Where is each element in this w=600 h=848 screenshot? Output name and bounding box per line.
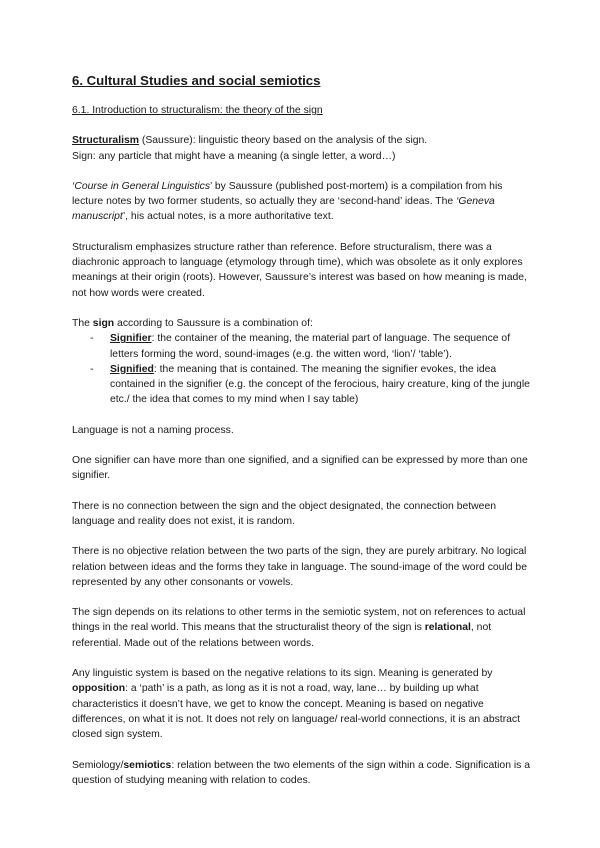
paragraph-structuralism	[72, 133, 532, 164]
manuscript-title: Geneva manuscript	[72, 196, 495, 223]
subsection-title: 6.1. Introduction to structuralism: the theory of the sign	[72, 105, 323, 116]
paragraph-sign-intro: The sign according to Saussure is a combination of:	[72, 317, 313, 329]
term-sign: sign	[92, 317, 115, 329]
term-structuralism: Structuralism	[72, 135, 139, 147]
structuralism-definition: (Saussure): linguistic theory based on the analysis of the sign.	[138, 135, 428, 147]
sign-definition: Sign: any particle that might have a meaning (a single letter, a word…)	[72, 150, 396, 162]
term-semiotics: semiotics	[123, 759, 172, 771]
list-item-signifier: - Signifier: the container of the meaning, the material part of language. The sequence of letters forming the word, sound-images (e.g. the witten word, ‘lion’/ ‘table’).	[72, 331, 532, 362]
paragraph-diachronic: Structuralism emphasizes structure rather than reference. Before structuralism, there was a diachronic approach to language (etymology through time), which was obsolete as it only explores meanings at their origin (roots). However, Saussure’s interest was based on how meaning is made, not how words were created.	[72, 241, 527, 299]
paragraph-connection: There is no connection between the sign and the object designated, the connection between language and reality does not exist, it is random.	[72, 500, 497, 527]
paragraph-relational: The sign depends on its relations to other terms in the semiotic system, not on references to actual things in the real world. This means that the structuralist theory of the sign is relational, not referential. Made out of the relations between words.	[72, 607, 526, 649]
paragraph-opposition: Any linguistic system is based on the negative relations to its sign. Meaning is generated by opposition: a ‘path’ is a path, as long as it is not a road, way, lane… by building up what characteristics it doesn’t have, we get to know the concept. Meaning is based on negative differences, on what it is not. It does not rely on language/ real-world connections, it is an abstract closed sign system.	[72, 668, 521, 741]
term-relational: relational	[424, 622, 471, 634]
term-signifier: Signifier	[110, 333, 152, 345]
document-page	[72, 72, 532, 803]
paragraph-naming: Language is not a naming process.	[72, 424, 234, 436]
section-title: 6. Cultural Studies and social semiotics	[72, 73, 321, 88]
term-signified: Signified	[110, 363, 154, 375]
paragraph-arbitrary: There is no objective relation between the two parts of the sign, they are purely arbitrary. No logical relation between ideas and the forms they take in language. The sound-image of the word could be represented by any other consonants or vowels.	[72, 546, 527, 588]
term-opposition: opposition	[72, 683, 126, 695]
paragraph-course: ‘Course in General Linguistics’ by Saussure (published post-mortem) is a compilation from his lecture notes by two former students, so actually they are ‘second-hand’ ideas. The ‘Geneva manuscript’, his actual notes, is a more authoritative text.	[72, 180, 503, 223]
paragraph-signifier-signified: One signifier can have more than one signified, and a signified can be expressed by more than one signifier.	[72, 455, 528, 482]
sign-components-list	[72, 331, 532, 407]
book-title: Course in General Linguistics	[74, 180, 211, 192]
paragraph-semiotics: Semiology/semiotics: relation between the two elements of the sign within a code. Signification is a question of studying meaning with relation to codes.	[72, 759, 531, 786]
list-item-signified: - Signified: the meaning that is contained. The meaning the signifier evokes, the idea contained in the signifier (e.g. the concept of the ferocious, hairy creature, king of the jungle etc./ the idea that comes to my mind when I say table)	[72, 362, 532, 408]
